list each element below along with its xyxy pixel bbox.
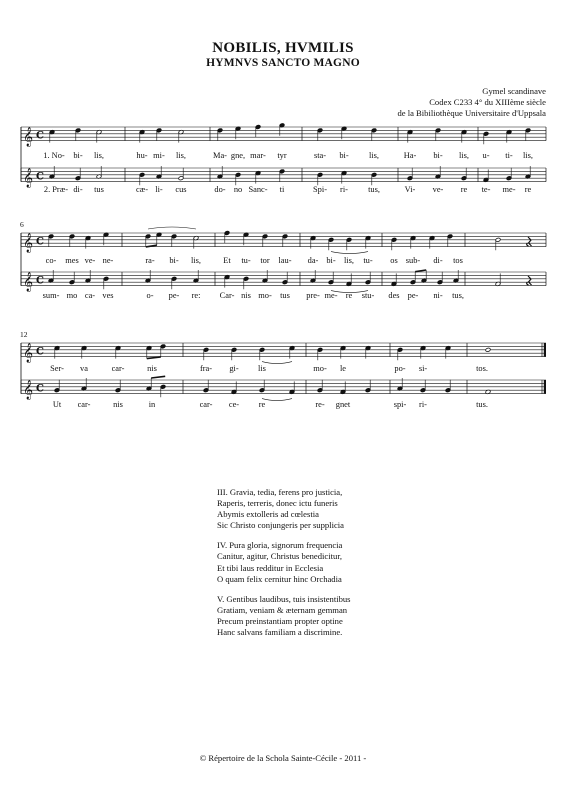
verse-line: Abymis extolleris ad cœlestia [217, 509, 319, 520]
slur [262, 399, 292, 401]
source-line: Gymel scandinave [482, 86, 546, 96]
lyric-syllable: di- [433, 256, 443, 265]
beam [415, 270, 426, 272]
verse-line: Gratiam, veniam & æternam gemman [217, 604, 348, 615]
stanza-5 [217, 594, 351, 638]
lyric-syllable: Sanc- [248, 185, 268, 194]
lyric-syllable: me- [324, 291, 338, 300]
lyric-syllable: lis [258, 364, 266, 373]
lyric-syllable: Ma- [213, 151, 227, 160]
lyric-syllable: mo- [258, 291, 272, 300]
lyric-syllable: ca- [84, 291, 96, 300]
lyric-syllable: le [339, 364, 347, 373]
lyric-syllable: Car- [219, 291, 235, 300]
lyric-syllable: li- [155, 185, 163, 194]
lyric-syllable: bi- [326, 256, 336, 265]
stanza-3 [217, 487, 351, 531]
lyric-syllable: tor [260, 256, 270, 265]
slur [331, 252, 368, 254]
lyric-syllable: bi- [169, 256, 179, 265]
lyric-syllable: te- [481, 185, 491, 194]
lyric-syllable: u- [482, 151, 490, 160]
lyric-syllable: Ha- [403, 151, 417, 160]
lyric-syllable: fra- [199, 364, 213, 373]
lyric-syllable: sum- [42, 291, 60, 300]
time-signature: C [36, 171, 44, 183]
lyric-syllable: do- [214, 185, 226, 194]
lyric-syllable: ri- [340, 185, 348, 194]
lyric-syllable: ri- [419, 400, 427, 409]
verse-block [217, 487, 351, 647]
verse-line: Canitur, agitur, Christus benedicitur, [217, 551, 342, 562]
lyric-syllable: di- [73, 185, 83, 194]
treble-clef-icon: 𝄞 [23, 233, 34, 254]
lyric-syllable: Ser- [50, 364, 64, 373]
lyric-syllable: re [460, 185, 468, 194]
lyric-syllable: Spi- [313, 185, 327, 194]
lyric-syllable: lis, [343, 256, 355, 265]
time-signature: C [36, 383, 44, 395]
lyric-syllable: mo [66, 291, 78, 300]
lyric-syllable: ti- [505, 151, 513, 160]
lyric-syllable: co- [45, 256, 57, 265]
lyric-syllable: ves [102, 291, 114, 300]
lyric-syllable: ti [279, 185, 285, 194]
lyric-syllable: nis [113, 400, 123, 409]
lyric-syllable: pre- [306, 291, 320, 300]
lyric-syllable: me- [502, 185, 516, 194]
verse-line: III. Gravia, tedia, ferens pro justicia, [217, 487, 343, 497]
treble-clef-icon: 𝄞 [23, 168, 34, 189]
lyric-syllable: mi- [153, 151, 165, 160]
lyric-syllable: re [345, 291, 353, 300]
lyric-syllable: ve- [84, 256, 96, 265]
lyric-syllable: ni- [433, 291, 443, 300]
lyric-syllable: ce- [228, 400, 240, 409]
lyric-syllable: 2. Præ- [43, 185, 69, 194]
page-subtitle: HYMNVS SANCTO MAGNO [206, 57, 360, 69]
lyric-syllable: tos. [476, 364, 488, 373]
lyric-syllable: stu- [361, 291, 375, 300]
lyric-syllable: re [524, 185, 532, 194]
time-signature: C [36, 130, 44, 142]
lyric-syllable: lis, [175, 151, 187, 160]
lyric-syllable: spi- [393, 400, 407, 409]
lyric-syllable: tus, [368, 185, 380, 194]
slur [148, 227, 196, 229]
lyric-syllable: lis, [93, 151, 105, 160]
footer-copyright: © Répertoire de la Schola Sainte-Cécile - 2011 - [199, 753, 367, 763]
whole-note [485, 347, 491, 352]
beam [151, 376, 165, 378]
lyric-syllable: sub- [405, 256, 421, 265]
treble-clef-icon: 𝄞 [23, 127, 34, 148]
treble-clef-icon: 𝄞 [23, 343, 34, 364]
time-signature: C [36, 275, 44, 287]
verse-line: V. Gentibus laudibus, tuis insistentibus [217, 593, 351, 604]
lyric-syllable: nis [241, 291, 251, 300]
treble-clef-icon: 𝄞 [23, 380, 34, 401]
lyric-syllable: mes [65, 256, 79, 265]
verse-line: Et tibi laus redditur in Ecclesia [217, 562, 324, 573]
lyric-syllable: re [258, 400, 266, 409]
measure-number: 12 [20, 330, 28, 339]
lyric-syllable: tus. [476, 400, 488, 409]
final-barline [544, 380, 546, 394]
slur [262, 362, 292, 364]
lyric-syllable: lis, [458, 151, 470, 160]
lyric-syllable: cæ- [135, 185, 149, 194]
lyric-syllable: car- [199, 400, 213, 409]
verse-line: IV. Pura gloria, signorum frequencia [217, 540, 343, 551]
source-line: Codex C233 4° du XIIIème siècle [429, 96, 546, 107]
quarter-rest-icon [527, 237, 532, 246]
lyric-syllable: bi- [339, 151, 349, 160]
lyric-syllable: mo- [313, 364, 327, 373]
lyric-syllable: hu- [136, 151, 148, 160]
lyric-syllable: in [148, 400, 156, 409]
verse-line: Precum preinstantiam propter optine [217, 615, 343, 626]
lyric-syllable: tus [94, 185, 104, 194]
lyric-syllable: Et [223, 256, 231, 265]
verse-line: Sic Christo conjungeris per supplicia [217, 520, 344, 531]
lyric-syllable: da- [307, 256, 319, 265]
lyric-syllable: no [233, 185, 243, 194]
lyric-syllable: tus, [452, 291, 464, 300]
lyric-syllable: lis, [190, 256, 202, 265]
lyric-syllable: des [388, 291, 400, 300]
final-barline [544, 343, 546, 357]
lyric-syllable: Vi- [404, 185, 416, 194]
lyric-syllable: ra- [145, 256, 155, 265]
beam [147, 357, 161, 359]
lyric-syllable: lau- [278, 256, 292, 265]
lyric-syllable: po- [394, 364, 406, 373]
lyric-syllable: tu- [241, 256, 251, 265]
lyric-syllable: o- [146, 291, 154, 300]
page-title: NOBILIS, HVMILIS [212, 40, 354, 56]
verse-line: Raperis, terreris, donec ictu funeris [217, 498, 338, 509]
lyric-syllable: re: [191, 291, 201, 300]
lyric-syllable: sta- [313, 151, 327, 160]
lyric-syllable: car- [77, 400, 91, 409]
lyric-syllable: bi- [73, 151, 83, 160]
lyric-syllable: va [80, 364, 88, 373]
verse-line: Hanc salvans familiam a discrimine. [217, 627, 343, 638]
lyric-syllable: cus [175, 185, 187, 194]
verse-line: O quam felix cernitur hinc Orchadia [217, 573, 342, 584]
lyric-syllable: car- [111, 364, 125, 373]
treble-clef-icon: 𝄞 [23, 272, 34, 293]
lyric-syllable: lis, [522, 151, 534, 160]
quarter-rest-icon [527, 276, 532, 285]
measure-number: 6 [20, 220, 24, 229]
lyric-syllable: pe- [168, 291, 180, 300]
lyric-syllable: pe- [407, 291, 419, 300]
lyric-syllable: nis [147, 364, 157, 373]
lyric-syllable: re- [315, 400, 325, 409]
stanza-4 [217, 540, 351, 584]
lyric-syllable: si- [418, 364, 428, 373]
source-line: de la Bibiliothèque Universitaire d'Uppsala [397, 107, 546, 118]
lyric-syllable: lis, [368, 151, 380, 160]
lyric-syllable: 1. No- [43, 151, 65, 160]
lyric-syllable: ve- [432, 185, 444, 194]
lyric-syllable: ne- [102, 256, 114, 265]
lyric-syllable: tyr [277, 151, 287, 160]
lyric-syllable: os [390, 256, 398, 265]
lyric-syllable: bi- [433, 151, 443, 160]
lyric-syllable: tos [453, 256, 463, 265]
lyric-syllable: Ut [52, 400, 62, 409]
lyric-syllable: gi- [229, 364, 239, 373]
lyric-syllable: tus [280, 291, 290, 300]
time-signature: C [36, 346, 44, 358]
lyric-syllable: gne, [230, 151, 246, 160]
lyric-syllable: mar- [250, 151, 266, 160]
time-signature: C [36, 236, 44, 248]
lyric-syllable: tu- [363, 256, 373, 265]
lyric-syllable: gnet [335, 400, 351, 409]
